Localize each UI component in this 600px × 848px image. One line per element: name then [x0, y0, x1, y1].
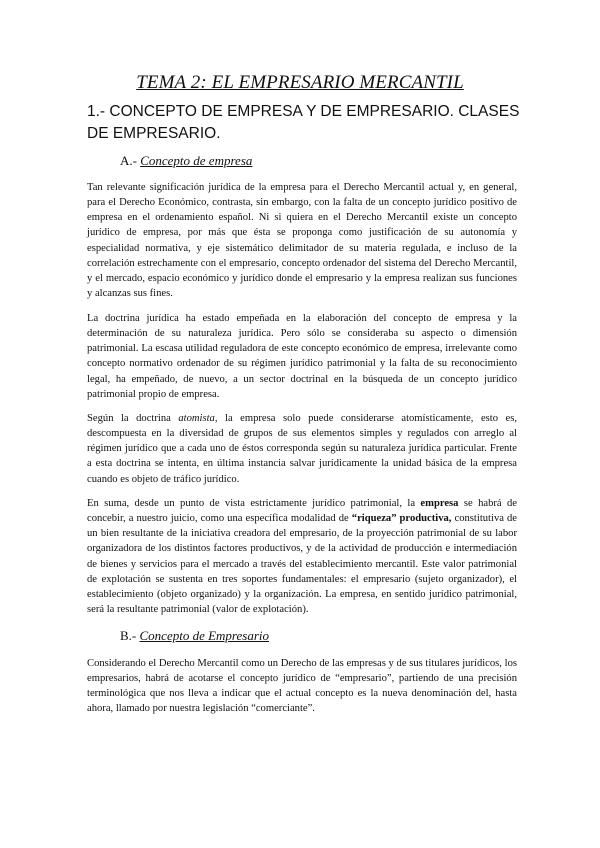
- paragraph-3-text: Según la doctrina: [87, 413, 179, 424]
- paragraph-3: [87, 411, 517, 487]
- term-atomista: atomista: [178, 413, 215, 424]
- term-riqueza-productiva: “riqueza” productiva,: [351, 513, 452, 525]
- section-heading: 1.- CONCEPTO DE EMPRESA Y DE EMPRESARIO. CLASES DE EMPRESARIO.: [87, 103, 520, 142]
- paragraph-4: [87, 496, 517, 617]
- subsection-title: Concepto de empresa: [140, 153, 253, 168]
- paragraph-5: Considerando el Derecho Mercantil como un Derecho de las empresas y de sus titulares jurídicos, los empresarios, habrá de acotarse el concepto jurídico de “empresario”, partiendo de una precisión terminológica que nos lleva a indicar que el actual concepto es la nueva denominación del, hasta ahora, llamado por nuestra legislación “comerciante”.: [87, 658, 517, 715]
- subsection-label: B.-: [120, 628, 140, 643]
- subsection-heading-a: [120, 153, 252, 169]
- document-title: TEMA 2: EL EMPRESARIO MERCANTIL: [136, 72, 464, 93]
- paragraph-3-text: , la empresa solo puede considerarse atomísticamente, esto es, descompuesta en la diversidad de grupos de sus elementos simples y regulados con arreglo al régimen jurídico que a cada uno de éstos corresponda según su naturaleza jurídica particular. Frente a esta doctrina se intenta, en última instancia salvar jurídicamente la unidad básica de la empresa cuando es objeto de tráfico jurídico.: [87, 413, 517, 485]
- paragraph-4-text: se habrá de concebir, a nuestro juicio, como una específica modalidad de: [87, 498, 517, 525]
- paragraph-1: Tan relevante significación jurídica de la empresa para el Derecho Mercantil actual y, en general, para el Derecho Económico, contrasta, sin embargo, con la falta de un concepto jurídico positivo de empresa en el ordenamiento español. Ni si quiera en el Derecho Mercantil existe un concepto jurídico de empresa, por más que ésta se proponga como justificación de su autonomía y especialidad normativa, y eje sistemático delimitador de su materia regulada, e incluso de la correlación estrechamente con el empresario, concepto ordenador del sistema del Derecho Mercantil, y el mercado, espacio económico y jurídico donde el empresario y la empresa realizan sus funciones y alcanzas sus fines.: [87, 182, 517, 300]
- paragraph-2: La doctrina jurídica ha estado empeñada en la elaboración del concepto de empresa y la determinación de su naturaleza jurídica. Pero sólo se consideraba su aspecto o dimensión patrimonial. La escasa utilidad reguladora de este concepto económico de empresa, irrelevante como concepto normativo ordenador de su régimen jurídico patrimonial y la falta de su reconocimiento legal, ha empeñado, de nuevo, a un sector doctrinal en la búsqueda de un concepto jurídico patrimonial propio de empresa.: [87, 313, 517, 400]
- subsection-title: Concepto de Empresario: [139, 628, 269, 643]
- term-empresa: empresa: [420, 498, 459, 509]
- subsection-heading-b: [120, 628, 269, 644]
- paragraph-4-text: constitutiva de un bien resultante de la iniciativa creadora del empresario, de la proyección patrimonial de su labor organizadora de los distintos factores productivos, y de la actividad de producción e intermediación de bienes y servicios para el mercado a través del establecimiento mercantil. Este valor patrimonial de explotación se sustenta en tres soportes fundamentales: el empresario (sujeto organizador), el establecimiento (objeto organizado) y la organización. La empresa, en sentido jurídico patrimonial, será la resultante patrimonial (valor de explotación).: [87, 513, 517, 616]
- subsection-label: A.-: [120, 153, 141, 168]
- paragraph-4-text: En suma, desde un punto de vista estrictamente jurídico patrimonial, la: [87, 498, 421, 509]
